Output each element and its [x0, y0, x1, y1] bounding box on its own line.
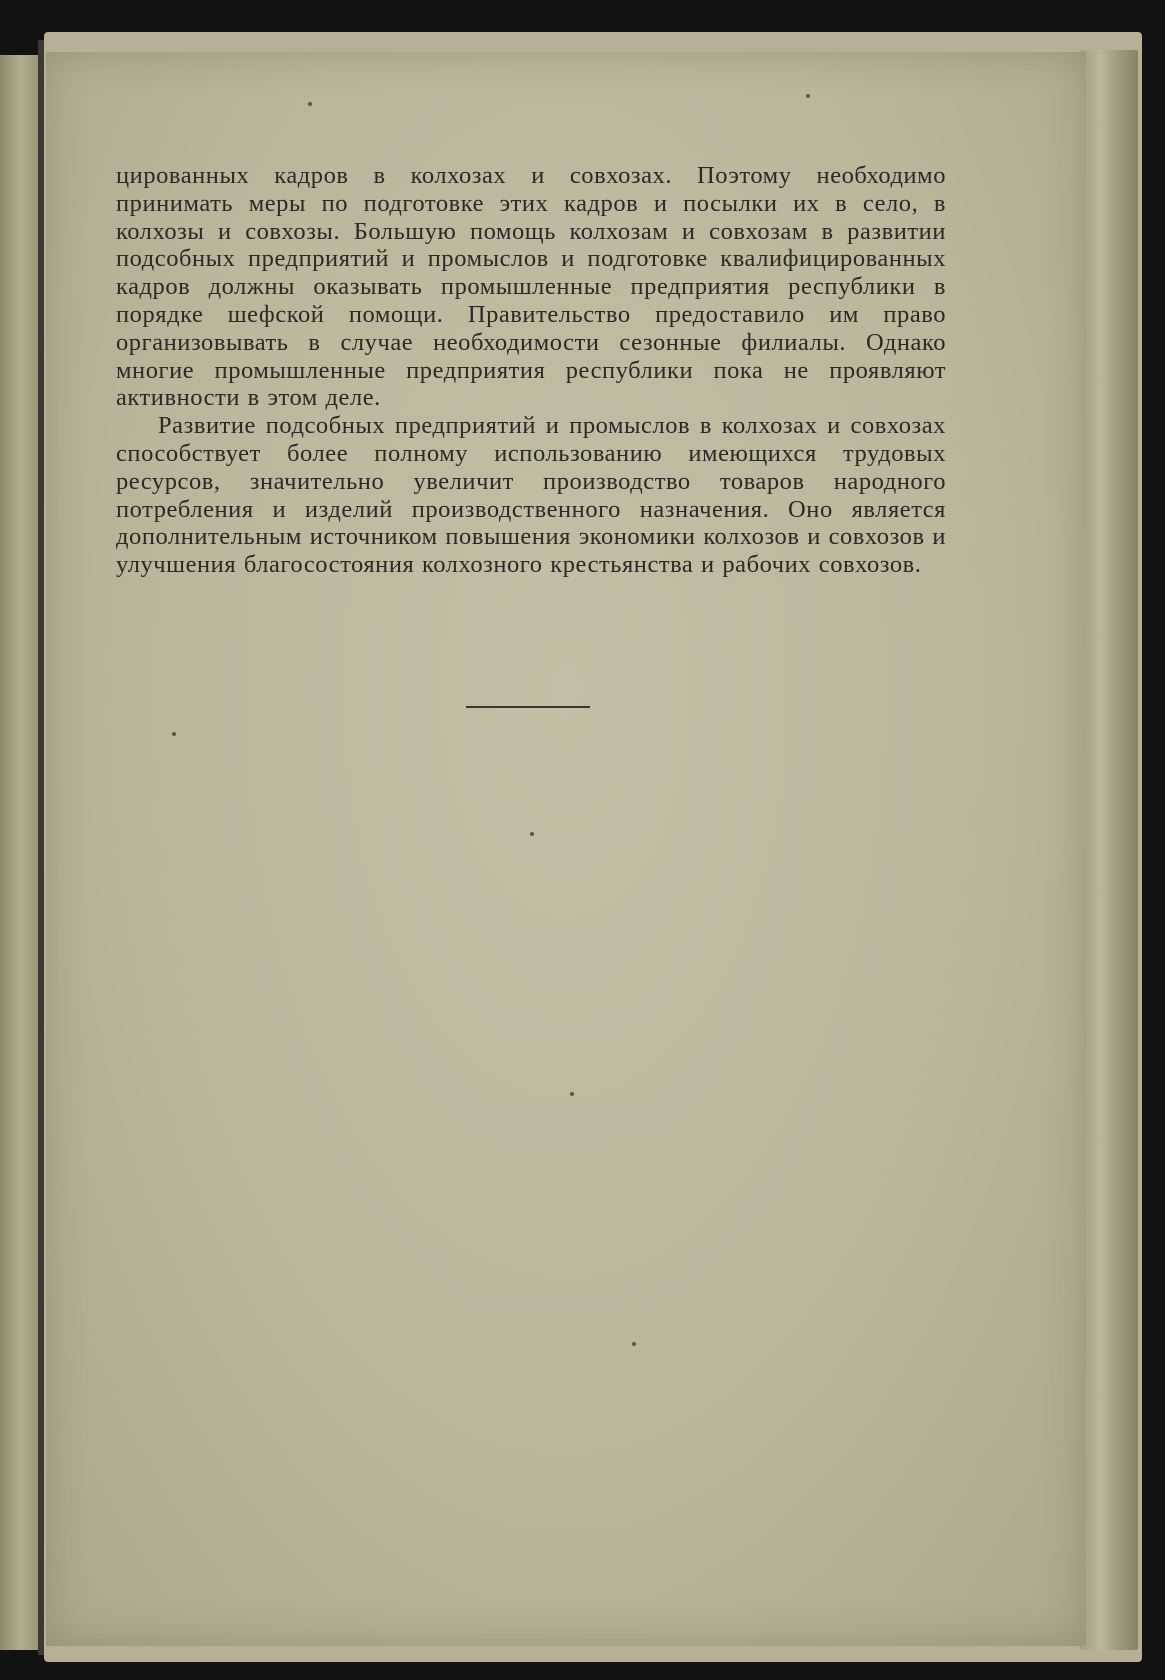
page-stack-edge [1080, 50, 1138, 1650]
paper-speck [530, 832, 534, 836]
paper-speck [570, 1092, 574, 1096]
paper-speck [632, 1342, 636, 1346]
paper-speck [308, 102, 312, 106]
left-page-edge [0, 55, 41, 1650]
paragraph: цированных кадров в колхозах и совхозах. Поэтому необходимо принимать меры по подготовке этих кадров и посылки их в село, в колхозы и совхозы. Большую помощь колхозам и совхозам в развитии подсобных предприятий и промыслов и подготовке квалифицированных кадров должны оказывать промышленные предприятия республики в порядке шефской помощи. Правительство предоставило им право организовывать в случае необходимости сезонные филиалы. Однако многие промышленные предприятия республики пока не проявляют активности в этом деле. [116, 162, 946, 412]
body-text [116, 162, 946, 579]
paper-speck [806, 94, 810, 98]
paragraph: Развитие подсобных предприятий и промыслов в колхозах и совхозах способствует более полному использованию имеющихся трудовых ресурсов, значительно увеличит производство товаров народного потребления и изделий производственного назначения. Оно является дополнительным источником повышения экономики колхозов и совхозов и улучшения благосостояния колхозного крестьянства и рабочих совхозов. [116, 412, 946, 579]
paper-speck [172, 732, 176, 736]
section-end-rule [466, 706, 590, 708]
